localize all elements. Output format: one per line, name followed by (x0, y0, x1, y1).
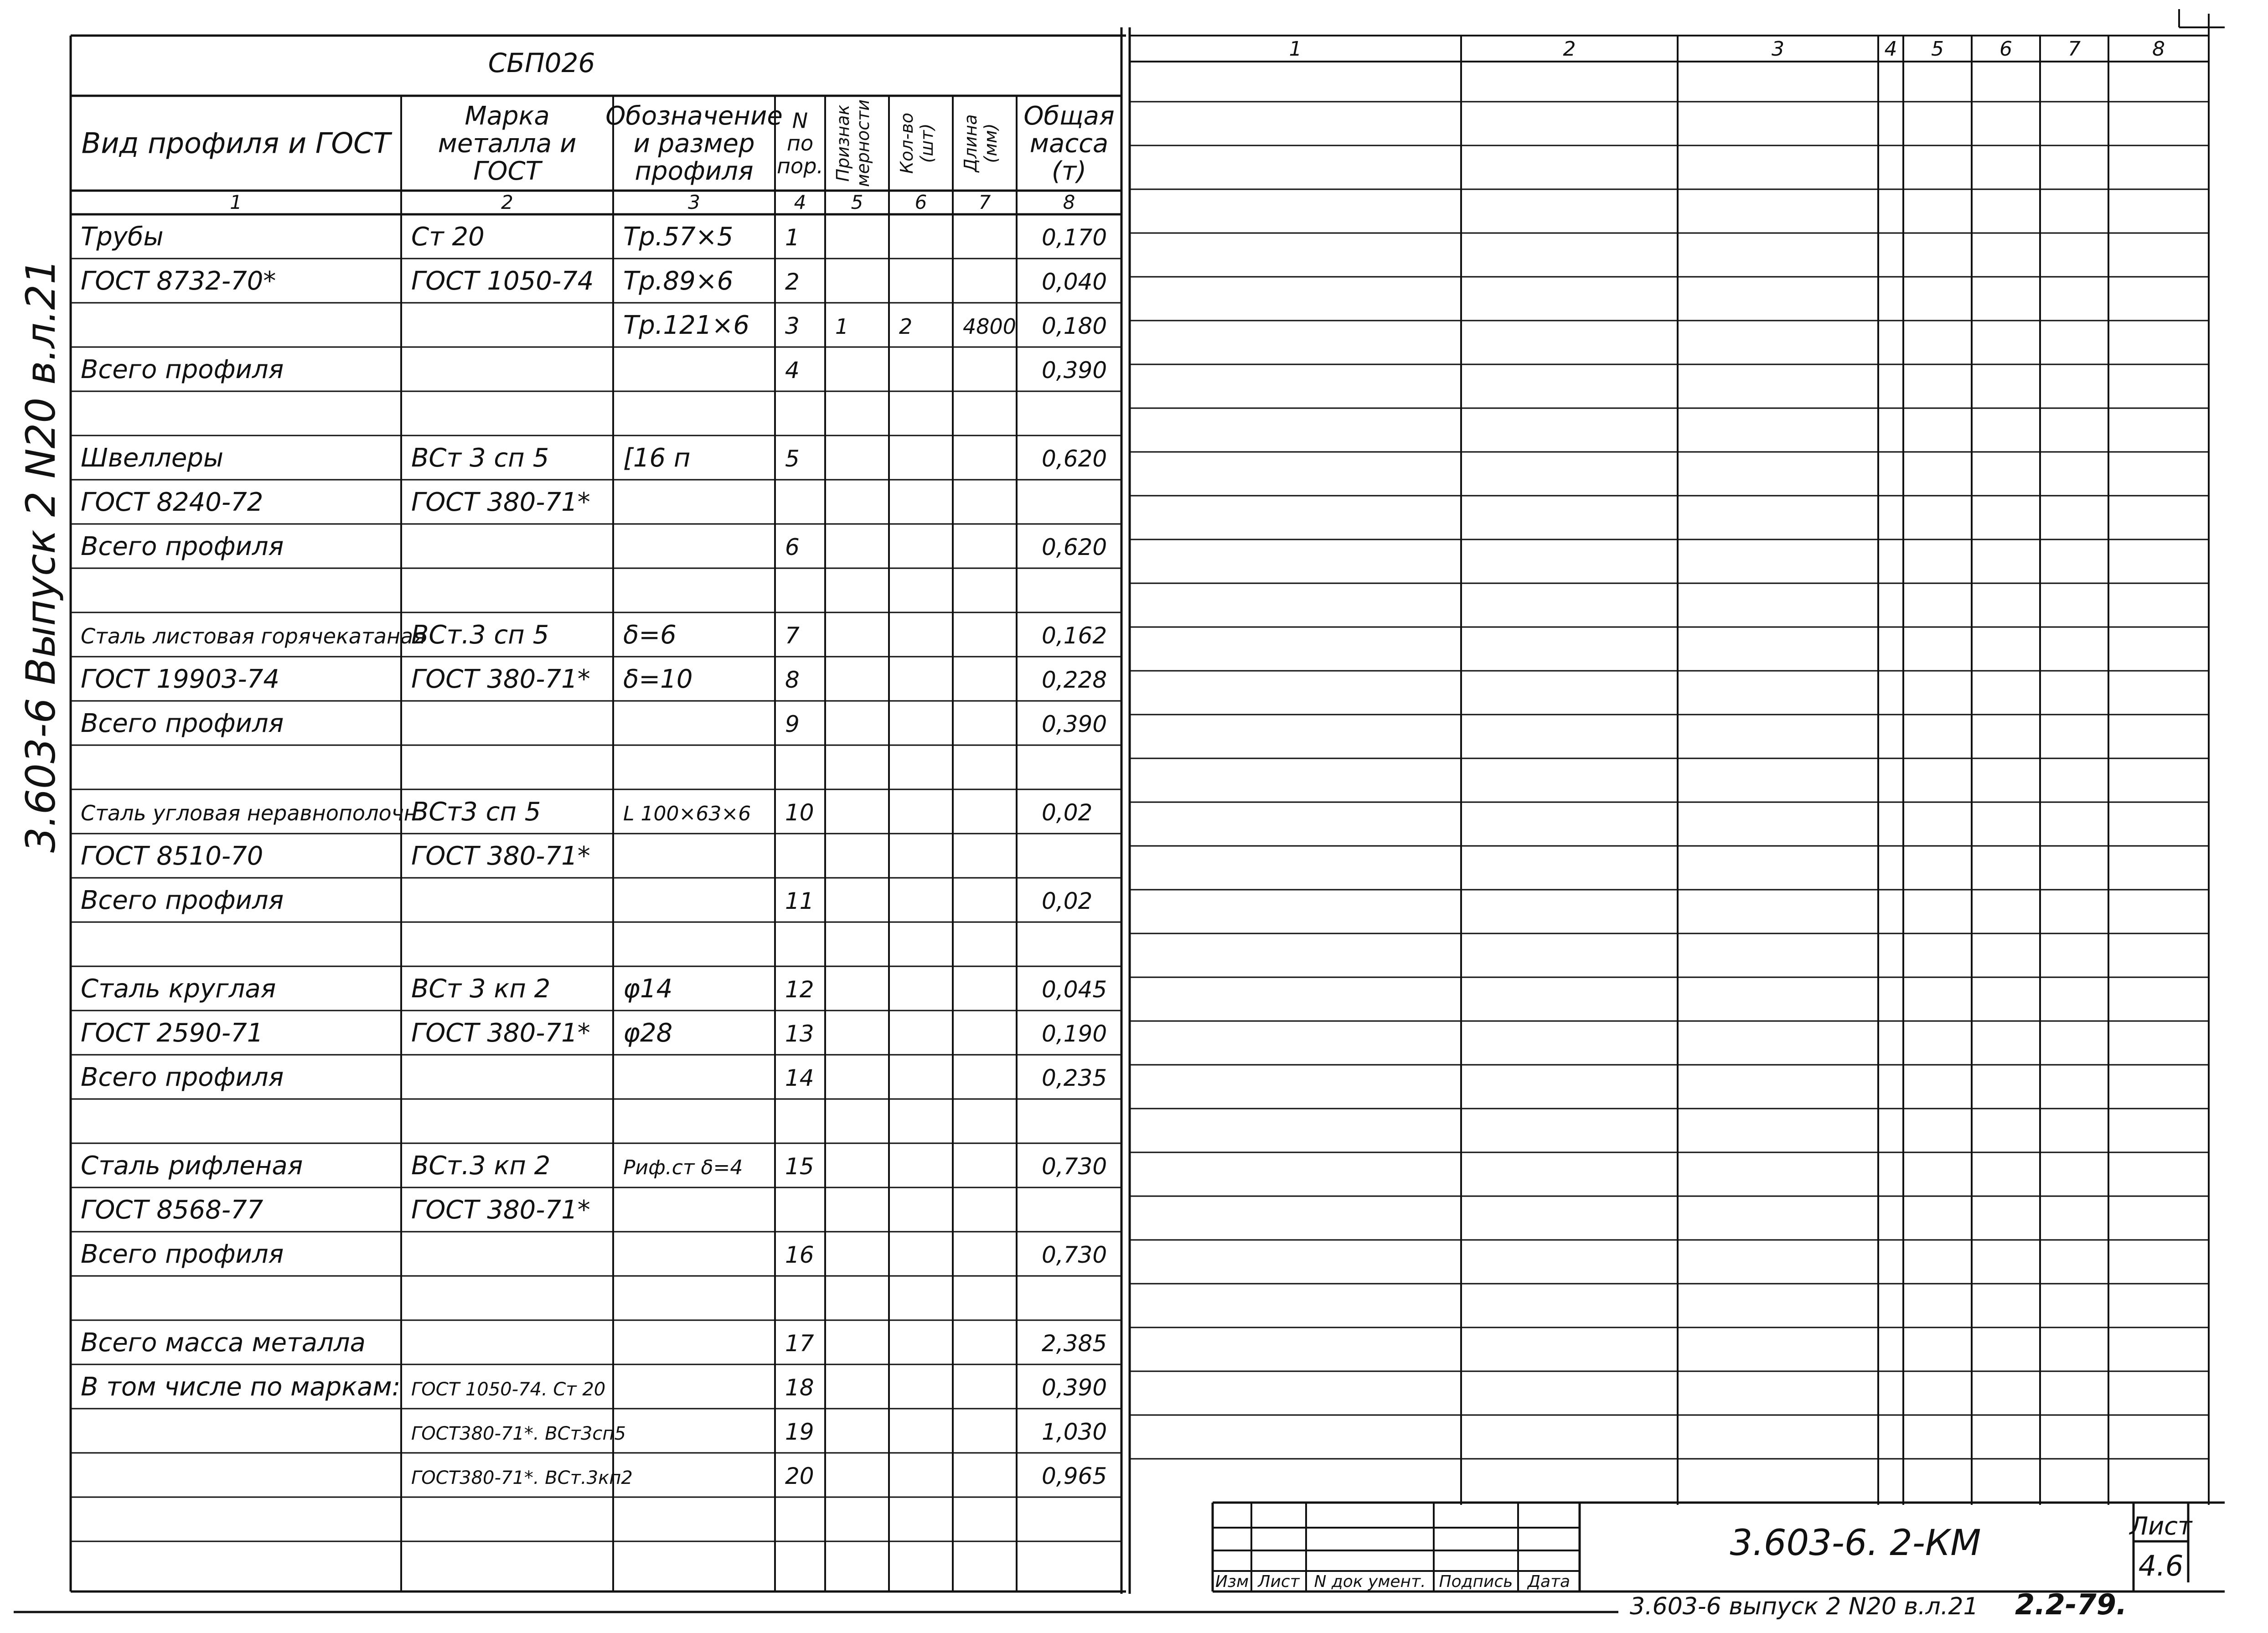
table-cell: 0,620 (1042, 534, 1107, 560)
table-cell: ГОСТ 380-71* (411, 487, 590, 517)
table-cell: Всего масса металла (81, 1328, 366, 1358)
blank-column-number: 8 (2152, 37, 2165, 61)
table-cell: 0,170 (1042, 224, 1107, 251)
table-cell: 20 (785, 1463, 814, 1489)
table-cell: Ст 20 (411, 222, 485, 252)
stamp-field-label: Дата (1527, 1572, 1571, 1591)
table-cell: Всего профиля (81, 1063, 284, 1092)
table-cell: В том числе по маркам: (81, 1372, 401, 1402)
column-number: 5 (851, 191, 863, 213)
table-cell: 16 (785, 1242, 814, 1268)
table-cell: ВСт3 сп 5 (411, 797, 541, 827)
table-cell: 0,730 (1042, 1242, 1107, 1268)
sheet-number: 4.6 (2138, 1549, 2184, 1582)
table-cell: ГОСТ 2590-71 (81, 1018, 263, 1048)
table-cell: ГОСТ 8510-70 (81, 841, 263, 871)
column-number: 1 (230, 191, 242, 213)
stamp-field-label: N док умент. (1314, 1572, 1426, 1591)
column-header-label: (шт) (917, 123, 937, 163)
table-cell: 9 (785, 711, 800, 737)
table-cell: 0,390 (1042, 711, 1107, 737)
table-cell: φ28 (623, 1018, 673, 1048)
table-cell: Сталь рифленая (81, 1151, 303, 1181)
column-header-label: Кол-во (897, 113, 917, 174)
blank-column-number: 2 (1563, 37, 1576, 61)
table-cell: 2 (785, 269, 800, 295)
table-cell: 0,390 (1042, 357, 1107, 384)
table-cell: 14 (785, 1065, 814, 1091)
column-number: 3 (688, 191, 700, 213)
table-cell: 6 (785, 534, 800, 560)
blank-column-number: 3 (1772, 37, 1784, 61)
table-cell: δ=6 (623, 620, 677, 650)
table-cell: ГОСТ380-71*. ВСт.3кп2 (411, 1467, 633, 1488)
column-header-label: Вид профиля и ГОСТ (81, 126, 391, 160)
stamp-field-label: Подпись (1439, 1572, 1513, 1591)
column-header-label: ГОСТ (473, 156, 541, 187)
stamp-field-label: Изм (1215, 1572, 1249, 1591)
column-header-label: масса (1029, 129, 1109, 159)
column-header-label: N (792, 108, 808, 133)
column-number: 6 (914, 191, 927, 213)
table-cell: 0,045 (1042, 976, 1107, 1003)
column-header-label: профиля (635, 156, 754, 187)
blank-column-number: 6 (1999, 37, 2012, 61)
table-cell: 8 (785, 667, 800, 693)
table-cell: 0,180 (1042, 313, 1107, 339)
table-cell: Тр.89×6 (623, 266, 734, 296)
table-cell: 5 (785, 446, 800, 472)
table-cell: 4 (785, 357, 800, 384)
table-cell: [16 п (623, 443, 691, 473)
table-cell: 10 (785, 799, 814, 826)
table-cell: δ=10 (623, 664, 693, 694)
column-number: 4 (794, 191, 806, 213)
table-cell: ГОСТ 8732-70* (81, 266, 276, 296)
column-header-label: Признак (833, 104, 853, 182)
table-cell: 0,040 (1042, 269, 1107, 295)
table-cell: ВСт 3 кп 2 (411, 974, 551, 1004)
table-cell: 12 (785, 976, 814, 1003)
table-cell: 0,965 (1042, 1463, 1107, 1489)
table-cell: 3 (785, 313, 800, 339)
table-cell: 0,02 (1042, 799, 1093, 826)
table-cell: 2,385 (1042, 1330, 1107, 1357)
table-cell: Риф.ст δ=4 (623, 1156, 743, 1179)
sheet-label: Лист (2129, 1512, 2192, 1540)
table-cell: 2 (899, 314, 913, 339)
column-header-label: и размер (633, 129, 755, 159)
table-cell: L 100×63×6 (623, 802, 751, 825)
table-cell: Всего профиля (81, 532, 284, 561)
column-header-label: Марка (465, 101, 550, 131)
table-cell: Всего профиля (81, 886, 284, 915)
footer-date: 2.2-79. (2015, 1588, 2127, 1621)
table-cell: 1,030 (1042, 1419, 1107, 1445)
table-cell: 11 (785, 888, 814, 914)
column-header-label: Обозначение (605, 101, 783, 131)
document-code: 3.603-6. 2-КМ (1730, 1523, 1981, 1564)
stamp-field-label: Лист (1258, 1572, 1300, 1591)
table-cell: ГОСТ 1050-74. Ст 20 (411, 1379, 606, 1400)
spec-title: СБП026 (488, 47, 595, 78)
table-cell: ГОСТ 380-71* (411, 1018, 590, 1048)
table-cell: 0,02 (1042, 888, 1093, 914)
table-cell: 1 (785, 224, 800, 251)
table-cell: Всего профиля (81, 1239, 284, 1269)
table-cell: Тр.57×5 (623, 222, 734, 252)
table-cell: ГОСТ 8240-72 (81, 487, 263, 517)
column-number: 2 (501, 191, 513, 213)
column-header-label: (т) (1051, 156, 1087, 187)
blank-column-number: 1 (1289, 37, 1302, 61)
table-cell: 18 (785, 1374, 814, 1401)
column-header-label: по (786, 131, 814, 156)
table-cell: ГОСТ 19903-74 (81, 664, 279, 694)
table-cell: ВСт.3 кп 2 (411, 1151, 551, 1181)
table-cell: Трубы (81, 222, 164, 252)
table-cell: Сталь угловая неравнополочн. (81, 801, 424, 825)
column-header-label: Длина (961, 114, 981, 172)
table-cell: 4800 (963, 314, 1017, 339)
column-header-label: мерности (853, 99, 873, 187)
table-cell: ГОСТ 380-71* (411, 1195, 590, 1225)
table-cell: Всего профиля (81, 355, 284, 384)
column-number: 8 (1063, 191, 1075, 213)
table-cell: Тр.121×6 (623, 311, 749, 340)
table-cell: 17 (785, 1330, 814, 1357)
table-cell: Швеллеры (81, 443, 224, 473)
blank-column-number: 4 (1884, 37, 1897, 61)
column-header-label: пор. (776, 153, 824, 178)
table-cell: Всего профиля (81, 709, 284, 738)
table-cell: ВСт 3 сп 5 (411, 443, 549, 473)
table-cell: 19 (785, 1419, 814, 1445)
footer-designation: 3.603-6 выпуск 2 N20 в.л.21 (1630, 1593, 1979, 1620)
table-cell: ГОСТ 380-71* (411, 841, 590, 871)
blank-column-number: 5 (1931, 37, 1944, 61)
table-cell: ГОСТ 380-71* (411, 664, 590, 694)
table-cell: 0,228 (1042, 667, 1107, 693)
table-cell: ВСт.3 сп 5 (411, 620, 549, 650)
blank-column-number: 7 (2068, 37, 2081, 61)
table-cell: ГОСТ 1050-74 (411, 266, 594, 296)
table-cell: 1 (835, 314, 849, 339)
table-cell: 13 (785, 1021, 814, 1047)
table-cell: Сталь круглая (81, 974, 276, 1004)
table-cell: 0,235 (1042, 1065, 1107, 1091)
margin-stamp-text: 3.603-6 Выпуск 2 N20 в.л.21 (17, 259, 64, 853)
table-cell: 0,190 (1042, 1021, 1107, 1047)
table-cell: 0,620 (1042, 446, 1107, 472)
table-cell: ГОСТ 8568-77 (81, 1195, 263, 1225)
table-cell: Сталь листовая горячекатаная (81, 624, 426, 648)
table-cell: 0,730 (1042, 1153, 1107, 1180)
table-cell: ГОСТ380-71*. ВСт3сп5 (411, 1423, 626, 1444)
table-cell: 15 (785, 1153, 814, 1180)
table-cell: φ14 (623, 974, 673, 1004)
table-cell: 7 (785, 622, 800, 649)
column-number: 7 (978, 191, 991, 213)
table-cell: 0,390 (1042, 1374, 1107, 1401)
column-header-label: (мм) (981, 123, 1001, 163)
column-header-label: металла и (438, 129, 577, 159)
column-header-label: Общая (1023, 101, 1115, 131)
table-cell: 0,162 (1042, 622, 1107, 649)
